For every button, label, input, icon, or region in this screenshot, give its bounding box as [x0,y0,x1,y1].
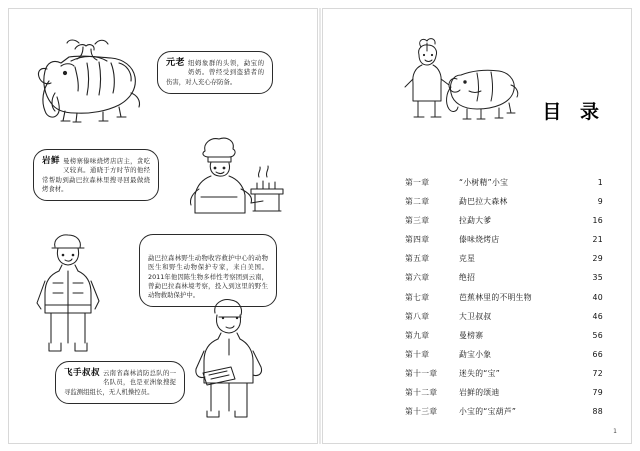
character-card-yanxian [33,149,159,201]
toc-row[interactable] [405,234,603,245]
page-title: 目 录 [542,101,605,123]
toc-page-number: 1 [597,178,603,187]
toc-chapter: 第十二章 [405,388,438,398]
character-description: 纽姆象群的头领，勐宝的奶奶。曾经受到盗猎者的伤害，对人充心存防备。 [166,59,264,86]
toc-title: 绝招 [459,273,476,283]
character-card-feishou [55,361,185,404]
character-description: 云南省森林消防总队的一名队员，也是亚洲象搜捉寻监测组组长，无人机操控员。 [64,369,176,396]
character-description: 勐巴拉森林野生动物收容救护中心的动物医生和野生动物保护专家，来自美国。2011年他因陈生物多样性考察团到云南，曾勐巴拉森林境考察，投入到这里的野生动物救助保护中。 [148,254,268,300]
character-description: 曼榜寨傣味烧烤店店主，贪吃又较真。通晓于方时节的他经常帮助到勐巴拉森林里搜寻回最做烧烤食材。 [42,157,150,193]
toc-row[interactable] [405,196,603,207]
toc-chapter: 第五章 [405,254,430,264]
toc-row[interactable] [405,177,603,188]
ranger-illustration [29,231,107,357]
toc-chapter: 第七章 [405,292,430,302]
toc-row[interactable] [405,292,603,303]
toc-row[interactable] [405,215,603,226]
toc-page-number: 29 [592,254,603,264]
character-card-yuanlao [157,51,273,94]
toc-title: 勐巴拉大森林 [459,197,508,207]
toc-row[interactable] [405,253,603,264]
toc-page-number: 66 [592,349,603,359]
character-name: 元老 [166,58,186,68]
toc-title: 克星 [459,254,476,264]
toc-chapter: 第八章 [405,311,430,321]
toc-chapter: 第九章 [405,330,430,340]
toc-row[interactable] [405,368,603,379]
toc-page-number: 40 [592,292,603,302]
toc-page-number: 88 [592,407,603,417]
chef-illustration [177,133,287,221]
toc-page-number: 79 [592,388,603,398]
toc-page-number: 56 [592,330,603,340]
table-of-contents [405,177,603,425]
character-name: 岩鲜 [42,156,61,166]
toc-chapter: 第一章 [405,178,430,187]
toc-title: 傣味烧烤店 [459,235,500,245]
toc-row[interactable] [405,311,603,322]
toc-title: 曼榜寨 [459,330,484,340]
toc-title: 迷失的“宝” [459,368,501,378]
doctor-illustration [187,295,271,419]
toc-page-number: 16 [592,216,603,226]
toc-page-number: 46 [592,311,603,321]
folio-page-number: 1 [613,428,617,435]
right-page [322,8,632,444]
toc-chapter: 第十章 [405,349,430,359]
toc-title: 小宝的“宝葫芦” [459,407,517,417]
toc-row[interactable] [405,330,603,341]
toc-chapter: 第三章 [405,216,430,226]
child-and-elephant-illustration [391,35,521,123]
toc-chapter: 第二章 [405,197,430,207]
toc-chapter: 第十一章 [405,368,438,378]
toc-title: “小树精”小宝 [459,178,509,187]
left-page [8,8,318,444]
toc-row[interactable] [405,349,603,360]
toc-page-number: 9 [597,197,603,207]
toc-page-number: 21 [592,235,603,245]
toc-row[interactable] [405,272,603,283]
page-gutter [319,8,321,444]
toc-chapter: 第四章 [405,235,430,245]
toc-row[interactable] [405,406,603,417]
toc-page-number: 35 [592,273,603,283]
toc-page-number: 72 [592,368,603,378]
toc-chapter: 第十三章 [405,407,438,417]
toc-chapter: 第六章 [405,273,430,283]
toc-title: 芭蕉林里的不明生物 [459,292,532,302]
toc-title: 勐宝小象 [459,349,492,359]
toc-title: 大卫叔叔 [459,311,492,321]
toc-title: 岩鲜的颂迪 [459,388,500,398]
toc-row[interactable] [405,387,603,398]
toc-title: 拉勐大爹 [459,216,492,226]
elephant-illustration [31,33,151,125]
character-name: 飞手叔叔 [64,368,101,378]
